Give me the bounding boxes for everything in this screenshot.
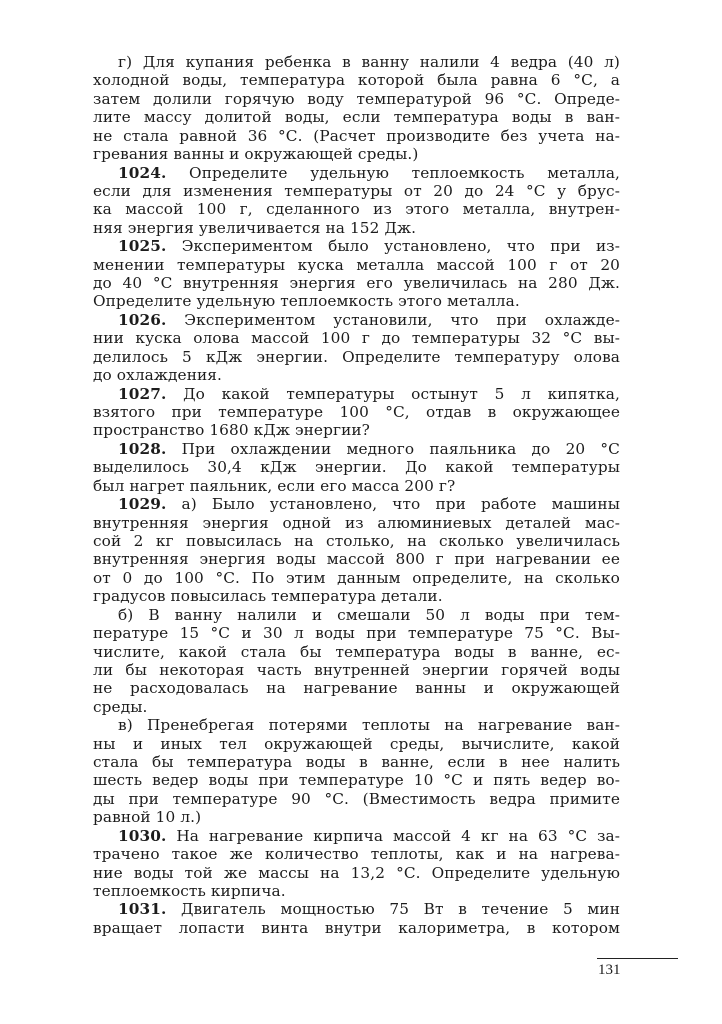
line-text: Определите удельную теплоемкость металла, (166, 163, 620, 182)
line-text: ды при температуре 90 °С. (Вместимость ведра примите (93, 789, 620, 808)
text-line (93, 808, 620, 826)
line-text: в) Пренебрегая потерями теплоты на нагревание ван- (118, 716, 620, 735)
line-text: сой 2 кг повысилась на столько, на сколько увеличилась (93, 531, 620, 550)
line-text: делилось 5 кДж энергии. Определите температуру олова (93, 347, 620, 366)
text-line (93, 108, 620, 126)
line-text: если для изменения температуры от 20 до 24 °С у брус- (93, 181, 620, 200)
problem-number: 1028. (118, 439, 167, 458)
text-line (93, 495, 620, 513)
text-line (93, 827, 620, 845)
line-text: До какой температуры остынут 5 л кипятка, (166, 384, 620, 403)
problem-number: 1024. (118, 163, 167, 182)
footer-rule (597, 958, 678, 959)
text-line (93, 477, 620, 495)
line-text: При охлаждении медного паяльника до 20 °С (166, 439, 620, 458)
line-text: лите массу долитой воды, если температура воды в ван- (93, 108, 620, 127)
line-text: Двигатель мощностью 75 Вт в течение 5 мин (166, 900, 620, 919)
text-line (93, 164, 620, 182)
line-text: равной 10 л.) (93, 808, 202, 827)
text-line (93, 550, 620, 568)
line-text: шесть ведер воды при температуре 10 °С и пять ведер во- (93, 771, 620, 790)
problem-number: 1029. (118, 495, 167, 514)
line-text: На нагревание кирпича массой 4 кг на 63 °С за- (166, 826, 620, 845)
line-text: Определите удельную теплоемкость этого металла. (93, 292, 520, 311)
problem-number: 1026. (118, 310, 167, 329)
line-text: а) Было установлено, что при работе машины (166, 495, 620, 514)
page-number: 131 (598, 962, 621, 978)
line-text: ли бы некоторая часть внутренней энергии горячей воды (93, 660, 620, 679)
text-line (93, 182, 620, 200)
line-text: стала бы температура воды в ванне, если в нее налить (93, 753, 620, 772)
text-line (93, 256, 620, 274)
text-line (93, 606, 620, 624)
text-line (93, 274, 620, 292)
line-text: г) Для купания ребенка в ванну налили 4 ведра (40 л) (118, 53, 620, 71)
text-line (93, 882, 620, 900)
line-text: ка массой 100 г, сделанного из этого металла, внутрен- (93, 200, 620, 219)
text-line (93, 200, 620, 218)
line-text: ние воды той же массы на 13,2 °С. Определите удельную (93, 863, 620, 882)
text-line (93, 145, 620, 163)
line-text: градусов повысилась температура детали. (93, 587, 443, 606)
text-line (93, 403, 620, 421)
text-line (93, 661, 620, 679)
text-line (93, 643, 620, 661)
line-text: менении температуры куска металла массой 100 г от 20 (93, 255, 620, 274)
line-text: среды. (93, 697, 148, 716)
text-line (93, 698, 620, 716)
line-text: внутренняя энергия воды массой 800 г при нагревании ее (93, 550, 620, 569)
line-text: взятого при температуре 100 °С, отдав в окружающее (93, 403, 620, 422)
line-text: няя энергия увеличивается на 152 Дж. (93, 218, 417, 237)
text-line (93, 348, 620, 366)
text-line (93, 421, 620, 439)
text-line (93, 771, 620, 789)
line-text: пространство 1680 кДж энергии? (93, 421, 370, 440)
text-line (93, 716, 620, 734)
text-line (93, 53, 620, 71)
text-line (93, 845, 620, 863)
text-line (93, 790, 620, 808)
text-line (93, 679, 620, 697)
page-body-text (93, 53, 620, 937)
text-line (93, 366, 620, 384)
line-text: нии куска олова массой 100 г до температуры 32 °С вы- (93, 329, 620, 348)
line-text: до 40 °С внутренняя энергия его увеличилась на 280 Дж. (93, 274, 620, 293)
text-line (93, 90, 620, 108)
text-line (93, 329, 620, 347)
text-line (93, 532, 620, 550)
line-text: от 0 до 100 °С. По этим данным определите, на сколько (93, 568, 620, 587)
text-line (93, 569, 620, 587)
text-line (93, 587, 620, 605)
problem-number: 1031. (118, 900, 167, 919)
text-line (93, 292, 620, 310)
problem-number: 1030. (118, 826, 167, 845)
line-text: затем долили горячую воду температурой 96 °С. Опреде- (93, 89, 620, 108)
text-line (93, 458, 620, 476)
text-line (93, 127, 620, 145)
text-line (93, 514, 620, 532)
line-text: числите, какой стала бы температура воды в ванне, ес- (93, 642, 620, 661)
line-text: до охлаждения. (93, 366, 223, 385)
line-text: гревания ванны и окружающей среды.) (93, 145, 419, 164)
line-text: холодной воды, температура которой была равна 6 °С, а (93, 71, 620, 90)
text-line (93, 385, 620, 403)
line-text: ны и иных тел окружающей среды, вычислите, какой (93, 734, 620, 753)
text-line (93, 900, 620, 918)
line-text: вращает лопасти винта внутри калориметра, в котором (93, 918, 620, 937)
line-text: Экспериментом установили, что при охлажде- (166, 310, 620, 329)
text-line (93, 919, 620, 937)
line-text: внутренняя энергия одной из алюминиевых деталей мас- (93, 513, 620, 532)
problem-number: 1025. (118, 237, 167, 256)
problem-number: 1027. (118, 384, 167, 403)
text-line (93, 219, 620, 237)
line-text: не стала равной 36 °С. (Расчет производите без учета на- (93, 126, 620, 145)
line-text: пературе 15 °С и 30 л воды при температуре 75 °С. Вы- (93, 624, 620, 643)
line-text: трачено такое же количество теплоты, как и на нагрева- (93, 845, 620, 864)
text-line (93, 311, 620, 329)
line-text: теплоемкость кирпича. (93, 881, 286, 900)
text-line (93, 440, 620, 458)
line-text: Экспериментом было установлено, что при из- (166, 237, 620, 256)
text-line (93, 237, 620, 255)
line-text: был нагрет паяльник, если его масса 200 г? (93, 476, 456, 495)
text-line (93, 753, 620, 771)
text-line (93, 864, 620, 882)
line-text: выделилось 30,4 кДж энергии. До какой температуры (93, 458, 620, 477)
text-line (93, 735, 620, 753)
line-text: не расходовалась на нагревание ванны и окружающей (93, 679, 620, 698)
line-text: б) В ванну налили и смешали 50 л воды при тем- (118, 605, 620, 624)
text-line (93, 71, 620, 89)
text-line (93, 624, 620, 642)
